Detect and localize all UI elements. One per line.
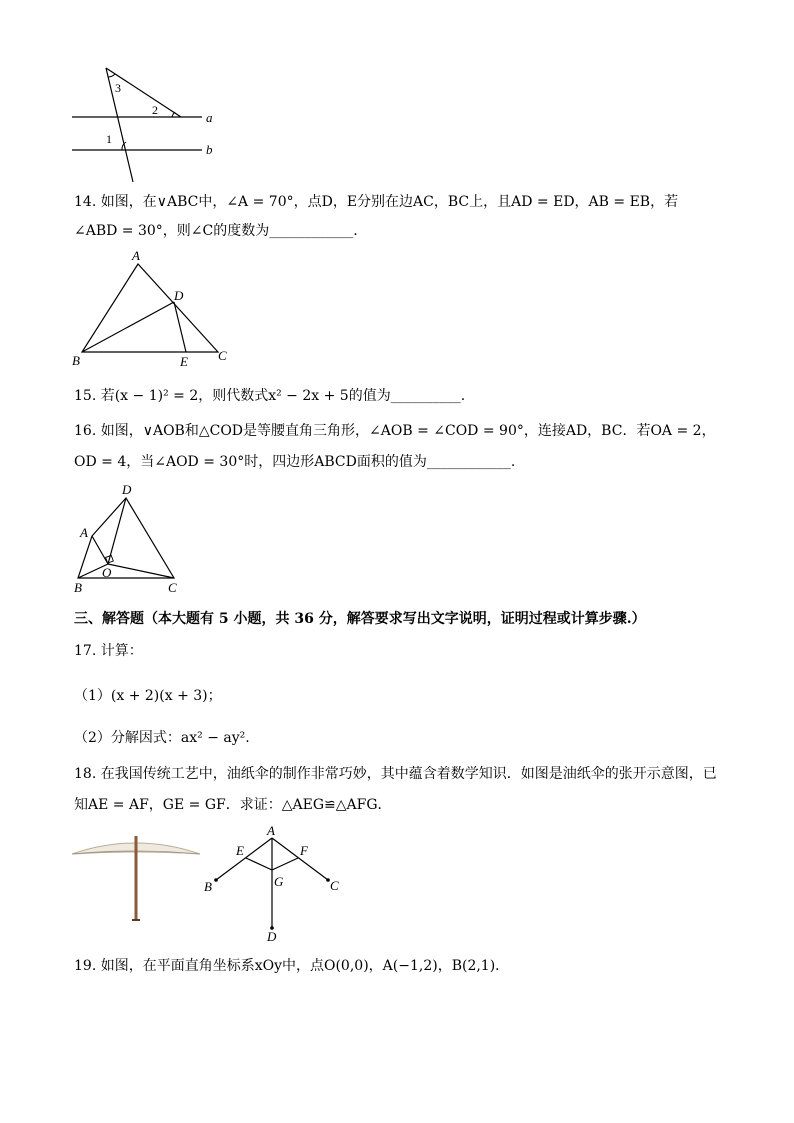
parallel-lines-figure <box>60 60 230 190</box>
label-A: A <box>267 823 275 838</box>
label-A: A <box>80 525 88 540</box>
section-3-heading: 三、解答题（本大题有 5 小题，共 36 分，解答要求写出文字说明，证明过程或计算步骤.） <box>74 611 646 627</box>
label-C: C <box>168 580 177 595</box>
label-C: C <box>218 348 227 363</box>
quadrilateral-abcd-figure <box>62 480 202 600</box>
label-B: B <box>204 879 212 894</box>
umbrella-schematic-figure <box>196 822 356 944</box>
label-O: O <box>102 565 112 580</box>
label-D: D <box>122 482 132 497</box>
angle-2-label: 2 <box>152 103 158 117</box>
label-E: E <box>180 354 188 369</box>
line-b-label: b <box>206 142 213 157</box>
line-a-label: a <box>206 110 213 125</box>
label-E: E <box>236 843 244 858</box>
label-G: G <box>274 874 284 889</box>
q17-part2: （2）分解因式：ax² − ay². <box>74 730 250 746</box>
angle-1-label: 1 <box>106 132 112 146</box>
q15-line1: 15. 若(x − 1)² = 2，则代数式x² − 2x + 5的值为__________. <box>74 388 466 404</box>
q18-line2: 知AE = AF，GE = GF．求证：△AEG≌△AFG． <box>74 797 392 813</box>
q14-line1: 14. 如图，在∨ABC中，∠A = 70°，点D，E分别在边AC，BC上，且AD = ED，AB = EB，若 <box>74 194 679 210</box>
q16-line1: 16. 如图，∨AOB和△COD是等腰直角三角形，∠AOB = ∠COD = 90°，连接AD，BC．若OA = 2， <box>74 423 716 439</box>
q17-title: 17. 计算： <box>74 643 143 659</box>
label-B: B <box>74 580 82 595</box>
label-A: A <box>132 248 140 263</box>
q14-line2: ∠ABD = 30°，则∠C的度数为____________. <box>74 223 358 239</box>
label-D: D <box>267 929 277 944</box>
angle-3-label: 3 <box>115 81 121 95</box>
q17-part1: （1）(x + 2)(x + 3)； <box>74 688 222 704</box>
label-D: D <box>174 288 184 303</box>
q19-line1: 19. 如图，在平面直角坐标系xOy中，点O(0,0)，A(−1,2)，B(2,1)． <box>74 958 510 974</box>
q18-line1: 18. 在我国传统工艺中，油纸伞的制作非常巧妙，其中蕴含着数学知识．如图是油纸伞的张开示意图，已 <box>74 766 717 782</box>
oil-paper-umbrella-image <box>70 830 202 928</box>
q16-line2: OD = 4，当∠AOD = 30°时，四边形ABCD面积的值为____________. <box>74 454 516 470</box>
label-C: C <box>330 878 339 893</box>
triangle-abc-figure <box>62 248 242 370</box>
label-F: F <box>300 843 308 858</box>
label-B: B <box>72 353 80 368</box>
